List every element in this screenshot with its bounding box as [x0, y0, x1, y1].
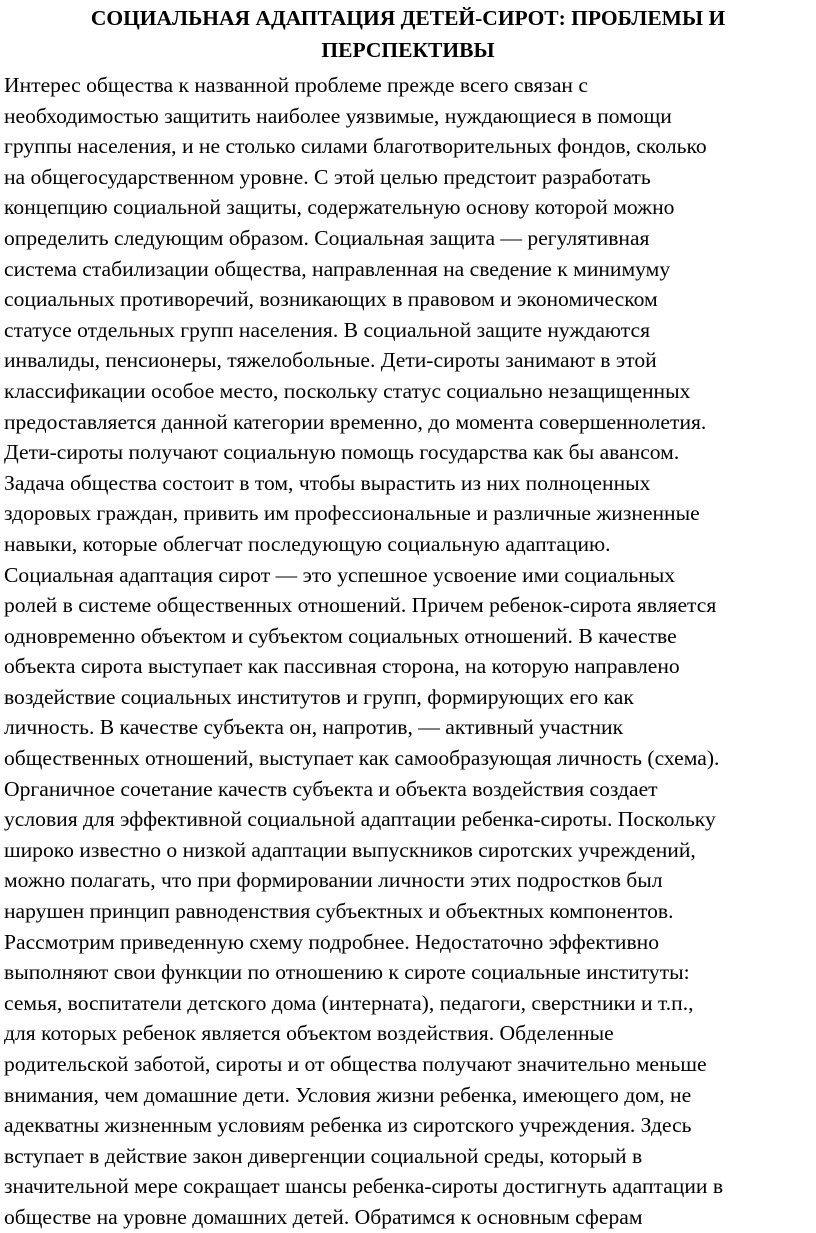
text-line: одновременно объектом и субъектом социальных отношений. В качестве: [4, 623, 677, 648]
text-line: выполняют свои функции по отношению к сироте социальные институты:: [4, 960, 690, 985]
text-line: вступает в действие закон дивергенции социальной среды, который в: [4, 1143, 643, 1168]
text-line: Дети-сироты получают социальную помощь государства как бы авансом.: [4, 440, 680, 465]
text-line: адекватны жизненным условиям ребенка из сиротского учреждения. Здесь: [4, 1113, 692, 1138]
text-line: объекта сирота выступает как пассивная сторона, на которую направлено: [4, 654, 680, 679]
text-line: ролей в системе общественных отношений. Причем ребенок-сирота является: [4, 593, 717, 618]
text-line: группы населения, и не столько силами благотворительных фондов, сколько: [4, 134, 707, 159]
text-line: Задача общества состоит в том, чтобы вырастить из них полноценных: [4, 470, 651, 495]
text-line: Интерес общества к названной проблеме прежде всего связан с: [4, 73, 588, 97]
text-line: можно полагать, что при формировании личности этих подростков был: [4, 868, 663, 893]
text-line: инвалиды, пенсионеры, тяжелобольные. Дети-сироты занимают в этой: [4, 348, 657, 373]
document-title: [4, 2, 812, 66]
text-line: на общегосударственном уровне. С этой целью предстоит разработать: [4, 164, 651, 189]
text-line: для которых ребенок является объектом воздействия. Обделенные: [4, 1021, 614, 1046]
text-line: определить следующим образом. Социальная защита — регулятивная: [4, 225, 650, 250]
text-line: внимания, чем домашние дети. Условия жизни ребенка, имеющего дом, не: [4, 1082, 692, 1107]
text-line: семья, воспитатели детского дома (интерната), педагоги, сверстники и т.п.,: [4, 990, 694, 1015]
text-line: Органичное сочетание качеств субъекта и объекта воздействия создает: [4, 776, 658, 801]
text-line: широко известно о низкой адаптации выпускников сиротских учреждений,: [4, 837, 696, 862]
text-line: здоровых граждан, привить им профессиональные и различные жизненные: [4, 501, 700, 526]
title-line: СОЦИАЛЬНАЯ АДАПТАЦИЯ ДЕТЕЙ-СИРОТ: ПРОБЛЕМЫ И: [90, 6, 726, 30]
text-line: Социальная адаптация сирот — это успешное усвоение ими социальных: [4, 562, 676, 587]
text-line: значительной мере сокращает шансы ребенка-сироты достигнуть адаптации в: [4, 1174, 724, 1199]
text-line: условия для эффективной социальной адаптации ребенка-сироты. Поскольку: [4, 807, 716, 832]
text-line: родительской заботой, сироты и от общества получают значительно меньше: [4, 1052, 707, 1076]
text-line: необходимостью защитить наиболее уязвимые, нуждающиеся в помощи: [4, 103, 672, 128]
title-line: ПЕРСПЕКТИВЫ: [321, 38, 495, 62]
text-line: статусе отдельных групп населения. В социальной защите нуждаются: [4, 317, 650, 342]
text-line: классификации особое место, поскольку статус социально незащищенных: [4, 378, 691, 403]
text-line: воздействие социальных институтов и групп, формирующих его как: [4, 684, 634, 709]
text-line: концепцию социальной защиты, содержательную основу которой можно: [4, 195, 675, 220]
text-line: навыки, которые облегчат последующую социальную адаптацию.: [4, 531, 611, 556]
text-line: Рассмотрим приведенную схему подробнее. Недостаточно эффективно: [4, 929, 660, 954]
text-line: система стабилизации общества, направленная на сведение к минимуму: [4, 256, 671, 281]
text-line: личность. В качестве субъекта он, напротив, — активный участник: [4, 715, 624, 740]
body-paragraph: [4, 70, 812, 1233]
text-line: предоставляется данной категории временно, до момента совершеннолетия.: [4, 409, 707, 434]
text-line: обществе на уровне домашних детей. Обратимся к основным сферам: [4, 1204, 643, 1229]
text-line: нарушен принцип равноденствия субъектных и объектных компонентов.: [4, 899, 674, 924]
text-line: социальных противоречий, возникающих в правовом и экономическом: [4, 287, 658, 312]
text-line: общественных отношений, выступает как самообразующая личность (схема).: [4, 746, 720, 771]
